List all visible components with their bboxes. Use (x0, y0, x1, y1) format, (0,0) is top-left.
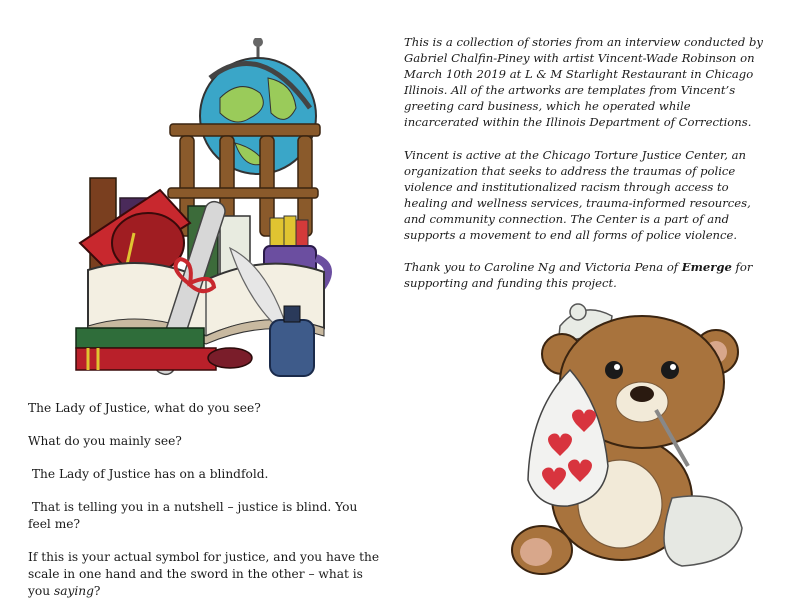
interview-text-block (28, 400, 380, 616)
interview-line-5-text: If this is your actual symbol for justice, and you have the scale in one hand and the sword in the other – what is you (28, 550, 380, 598)
interview-line-2: What do you mainly see? (28, 434, 182, 448)
acknowledgement-text: Thank you to Caroline Ng and Victoria Pena of (404, 260, 682, 275)
intro-paragraph-1: This is a collection of stories from an interview conducted by Gabriel Chalfin-Piney with artist Vincent-Wade Robinson on March 10th 2019 at L & M Starlight Restaurant in Chicago Illinois. All of the artworks are templates from Vincent’s greeting card business, which he operated while incarcerated within the Illinois Department of Corrections. (404, 35, 763, 130)
interview-line-3: The Lady of Justice has on a blindfold. (28, 467, 269, 481)
intro-text-block (404, 34, 766, 307)
bandaged-leg (664, 496, 742, 566)
emerge-brand-name: Emerge (681, 260, 732, 275)
interview-line-4: That is telling you in a nutshell – justice is blind. You feel me? (28, 500, 362, 531)
intro-paragraph-2: Vincent is active at the Chicago Torture Justice Center, an organization that seeks to address the traumas of police violence and institutionalized racism through access to healing and wellness services, trauma-informed resources, and community connection. The Center is a part of and supports a movement to end all forms of police violence. (404, 147, 751, 243)
acknowledgement-paragraph (404, 259, 766, 291)
graduation-still-life-illustration (70, 38, 332, 386)
interview-line-5 (28, 549, 380, 600)
acknowledgement-text-end: for supporting and funding this project. (404, 260, 753, 291)
interview-line-5-end: ? (93, 584, 101, 598)
interview-line-5-emphasis: saying (53, 584, 94, 598)
interview-line-1: The Lady of Justice, what do you see? (28, 401, 261, 415)
teddy-bear-illustration (502, 298, 752, 580)
